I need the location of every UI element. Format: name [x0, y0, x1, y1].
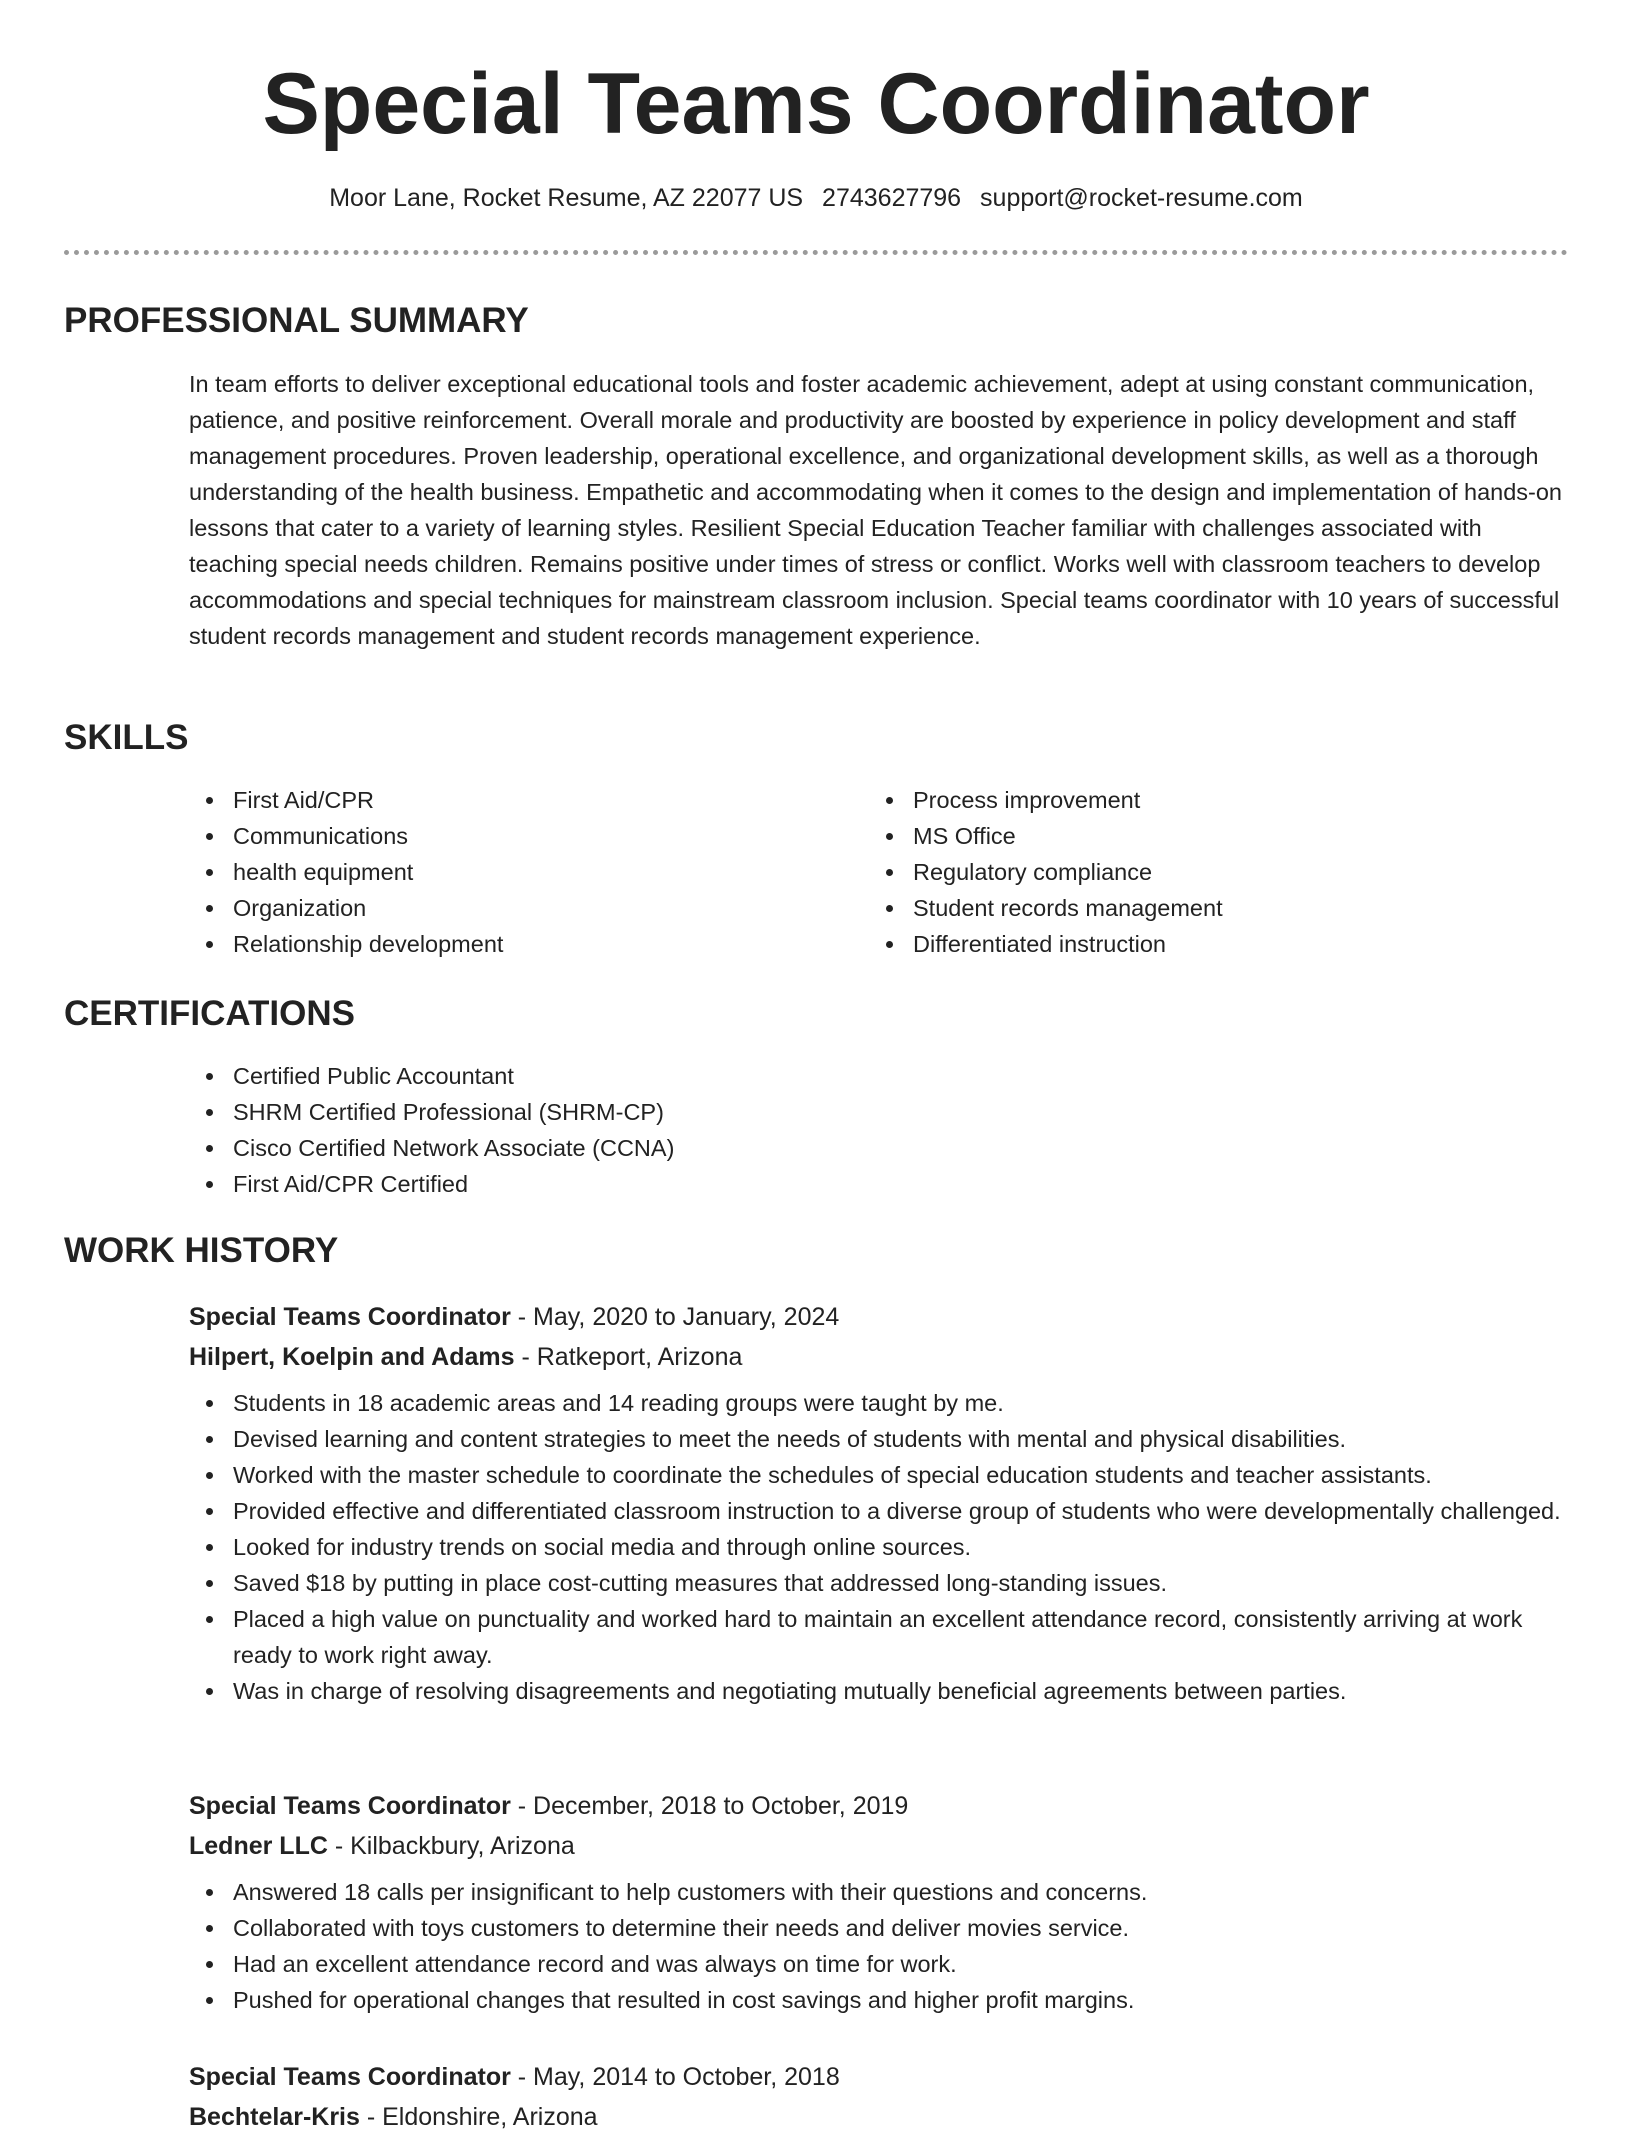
job-entry — [189, 1786, 1569, 2018]
job-company-line — [189, 1826, 1569, 1866]
skill-item: health equipment — [189, 854, 829, 890]
job-company: Ledner LLC — [189, 1832, 328, 1860]
job-role: Special Teams Coordinator — [189, 2063, 511, 2091]
skill-item: Regulatory compliance — [869, 854, 1509, 890]
job-title-line — [189, 2057, 1569, 2097]
job-bullet: Was in charge of resolving disagreements and negotiating mutually beneficial agreements between parties. — [189, 1673, 1569, 1709]
job-bullet: Students in 18 academic areas and 14 reading groups were taught by me. — [189, 1385, 1569, 1421]
job-bullet: Answered 18 calls per insignificant to help customers with their questions and concerns. — [189, 1874, 1569, 1910]
job-entry — [189, 2057, 1569, 2137]
contact-address: Moor Lane, Rocket Resume, AZ 22077 US — [329, 184, 804, 212]
job-bullets — [189, 1385, 1569, 1709]
certification-item: Certified Public Accountant — [189, 1058, 1489, 1094]
skill-item: Organization — [189, 890, 829, 926]
job-location: - Kilbackbury, Arizona — [327, 1832, 575, 1860]
contact-info — [0, 180, 1632, 216]
skill-item: Communications — [189, 818, 829, 854]
job-title-line — [189, 1786, 1569, 1826]
job-bullet: Collaborated with toys customers to determine their needs and deliver movies service. — [189, 1910, 1569, 1946]
section-title-certifications: CERTIFICATIONS — [64, 994, 356, 1033]
job-role: Special Teams Coordinator — [189, 1792, 511, 1820]
job-bullet: Placed a high value on punctuality and worked hard to maintain an excellent attendance record, consistently arriving at work ready to work right away. — [189, 1601, 1569, 1673]
job-entry — [189, 1297, 1569, 1709]
job-company-line — [189, 2097, 1569, 2137]
skill-item: First Aid/CPR — [189, 782, 829, 818]
skill-item: Differentiated instruction — [869, 926, 1509, 962]
job-bullet: Pushed for operational changes that resulted in cost savings and higher profit margins. — [189, 1982, 1569, 2018]
job-company: Hilpert, Koelpin and Adams — [189, 1343, 515, 1371]
job-title-line — [189, 1297, 1569, 1337]
job-bullet: Provided effective and differentiated classroom instruction to a diverse group of students who were developmentally challenged. — [189, 1493, 1569, 1529]
certification-item: Cisco Certified Network Associate (CCNA) — [189, 1130, 1489, 1166]
section-title-skills: SKILLS — [64, 718, 189, 757]
certification-item: SHRM Certified Professional (SHRM-CP) — [189, 1094, 1489, 1130]
job-role: Special Teams Coordinator — [189, 1303, 511, 1331]
certifications-list — [189, 1058, 1489, 1202]
job-dates: - May, 2020 to January, 2024 — [510, 1303, 840, 1331]
skill-item: Student records management — [869, 890, 1509, 926]
skill-item: Relationship development — [189, 926, 829, 962]
skills-list-right — [869, 782, 1509, 962]
contact-phone: 2743627796 — [822, 184, 962, 212]
job-dates: - December, 2018 to October, 2019 — [510, 1792, 909, 1820]
job-bullet: Looked for industry trends on social media and through online sources. — [189, 1529, 1569, 1565]
job-dates: - May, 2014 to October, 2018 — [510, 2063, 840, 2091]
job-bullet: Had an excellent attendance record and was always on time for work. — [189, 1946, 1569, 1982]
section-title-work-history: WORK HISTORY — [64, 1231, 339, 1270]
job-company-line — [189, 1337, 1569, 1377]
job-bullets — [189, 1874, 1569, 2018]
summary-text: In team efforts to deliver exceptional educational tools and foster academic achievement, adept at using constant communication, patience, and positive reinforcement. Overall morale and productivity are boosted by experience in policy development and staff management procedures. Proven leadership, operational excellence, and organizational development skills, as well as a thorough understanding of the health business. Empathetic and accommodating when it comes to the design and implementation of hands-on lessons that cater to a variety of learning styles. Resilient Special Education Teacher familiar with challenges associated with teaching special needs children. Remains positive under times of stress or conflict. Works well with classroom teachers to develop accommodations and special techniques for mainstream classroom inclusion. Special teams coordinator with 10 years of successful student records management and student records management experience. — [189, 371, 1562, 649]
job-location: - Ratkeport, Arizona — [514, 1343, 743, 1371]
job-bullet: Devised learning and content strategies to meet the needs of students with mental and physical disabilities. — [189, 1421, 1569, 1457]
header-divider — [64, 250, 1568, 255]
job-bullet: Worked with the master schedule to coordinate the schedules of special education students and teacher assistants. — [189, 1457, 1569, 1493]
section-title-summary: PROFESSIONAL SUMMARY — [64, 301, 529, 340]
contact-email: support@rocket-resume.com — [980, 184, 1303, 212]
skills-list-left — [189, 782, 829, 962]
job-company: Bechtelar-Kris — [189, 2103, 360, 2131]
skill-item: MS Office — [869, 818, 1509, 854]
job-bullet: Saved $18 by putting in place cost-cutting measures that addressed long-standing issues. — [189, 1565, 1569, 1601]
job-location: - Eldonshire, Arizona — [359, 2103, 598, 2131]
certification-item: First Aid/CPR Certified — [189, 1166, 1489, 1202]
skill-item: Process improvement — [869, 782, 1509, 818]
resume-name: Special Teams Coordinator — [262, 56, 1370, 152]
